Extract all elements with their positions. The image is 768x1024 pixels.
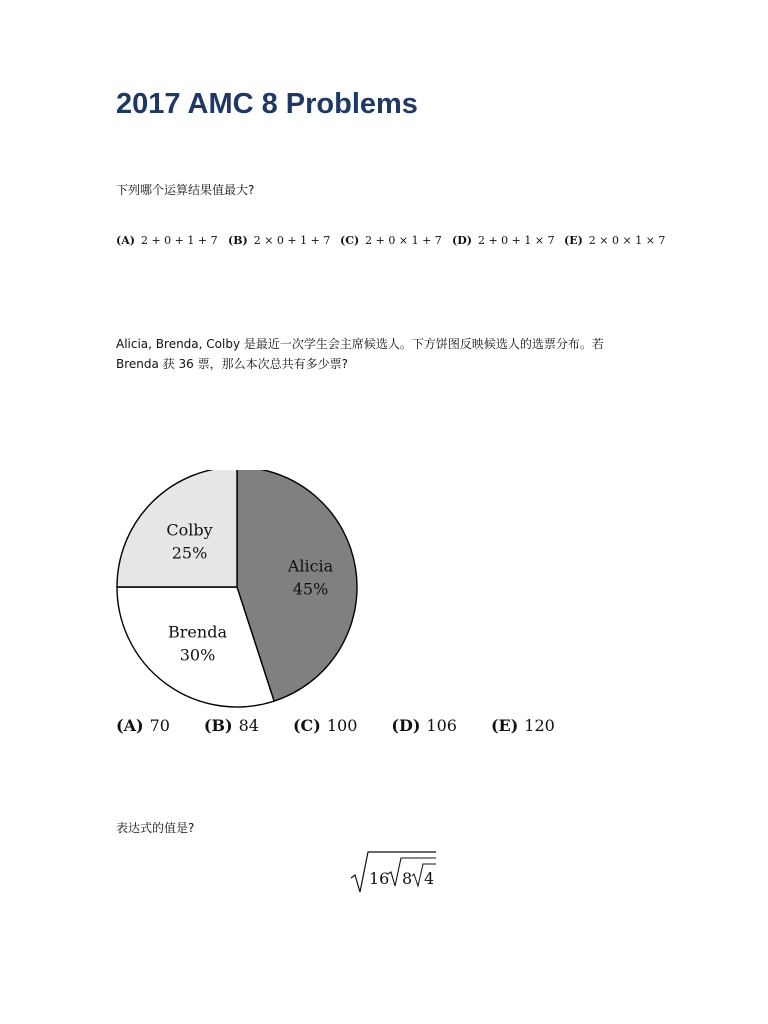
problem2-choice-d (391, 716, 457, 735)
choice-value: 100 (326, 716, 358, 735)
choice-label: (E) (564, 234, 583, 247)
choice-label: (B) (203, 716, 233, 735)
radical-outer-number: 16 (369, 869, 390, 888)
pie-value-colby: 25% (171, 543, 208, 563)
choice-value: 70 (149, 716, 170, 735)
pie-value-alicia: 45% (292, 579, 329, 599)
radical-middle-number: 8 (402, 869, 413, 888)
radical-inner-number: 4 (424, 869, 435, 888)
choice-label: (A) (116, 716, 144, 735)
vote-pie-chart (114, 470, 364, 714)
choice-label: (D) (391, 716, 421, 735)
pie-value-brenda: 30% (179, 645, 216, 665)
choice-expr: 2 + 0 × 1 + 7 (365, 234, 442, 247)
choice-label: (A) (116, 234, 135, 247)
problem2-choice-a (116, 716, 170, 735)
problem2-question-line2: Brenda 获 36 票，那么本次总共有多少票? (116, 357, 348, 371)
problem1-choice-b (228, 234, 340, 247)
problem1-choice-a (116, 234, 228, 247)
problem2-choice-b (204, 716, 259, 735)
choice-value: 120 (524, 716, 555, 735)
problem2-choices (116, 716, 589, 735)
pie-chart-svg (114, 470, 364, 710)
choice-label: (B) (228, 234, 248, 247)
problem2-choice-c (293, 716, 357, 735)
choice-value: 84 (238, 716, 259, 735)
choice-label: (C) (340, 234, 360, 247)
problem1-text (116, 180, 254, 200)
problem1-choice-c (340, 234, 452, 247)
choice-label: (E) (490, 716, 519, 735)
choice-expr: 2 × 0 + 1 + 7 (253, 234, 331, 247)
document-title: 2017 AMC 8 Problems (116, 88, 418, 120)
choice-label: (D) (452, 234, 472, 247)
problem1-choice-e (564, 234, 676, 247)
choice-value: 106 (426, 716, 457, 735)
nested-radical-formula (348, 850, 440, 902)
problem2-choice-e (491, 716, 555, 735)
choice-expr: 2 + 0 + 1 × 7 (477, 234, 555, 247)
radical-svg (348, 850, 440, 898)
pie-label-alicia: Alicia (287, 556, 334, 576)
problem3-question: 表达式的值是? (116, 821, 195, 835)
problem1-question: 下列哪个运算结果值最大? (116, 183, 255, 197)
problem2-text (116, 334, 604, 374)
problem1-choice-d (452, 234, 564, 247)
problem1-choices (116, 234, 676, 247)
problem2-question-line1: Alicia, Brenda, Colby 是最近一次学生会主席候选人。下方饼图反映候选人的选票分布。若 (116, 337, 604, 351)
choice-expr: 2 × 0 × 1 × 7 (588, 234, 666, 247)
pie-label-brenda: Brenda (168, 622, 227, 642)
choice-label: (C) (292, 716, 321, 735)
choice-expr: 2 + 0 + 1 + 7 (140, 234, 218, 247)
problem3-text (116, 818, 194, 838)
pie-label-colby: Colby (166, 520, 213, 540)
